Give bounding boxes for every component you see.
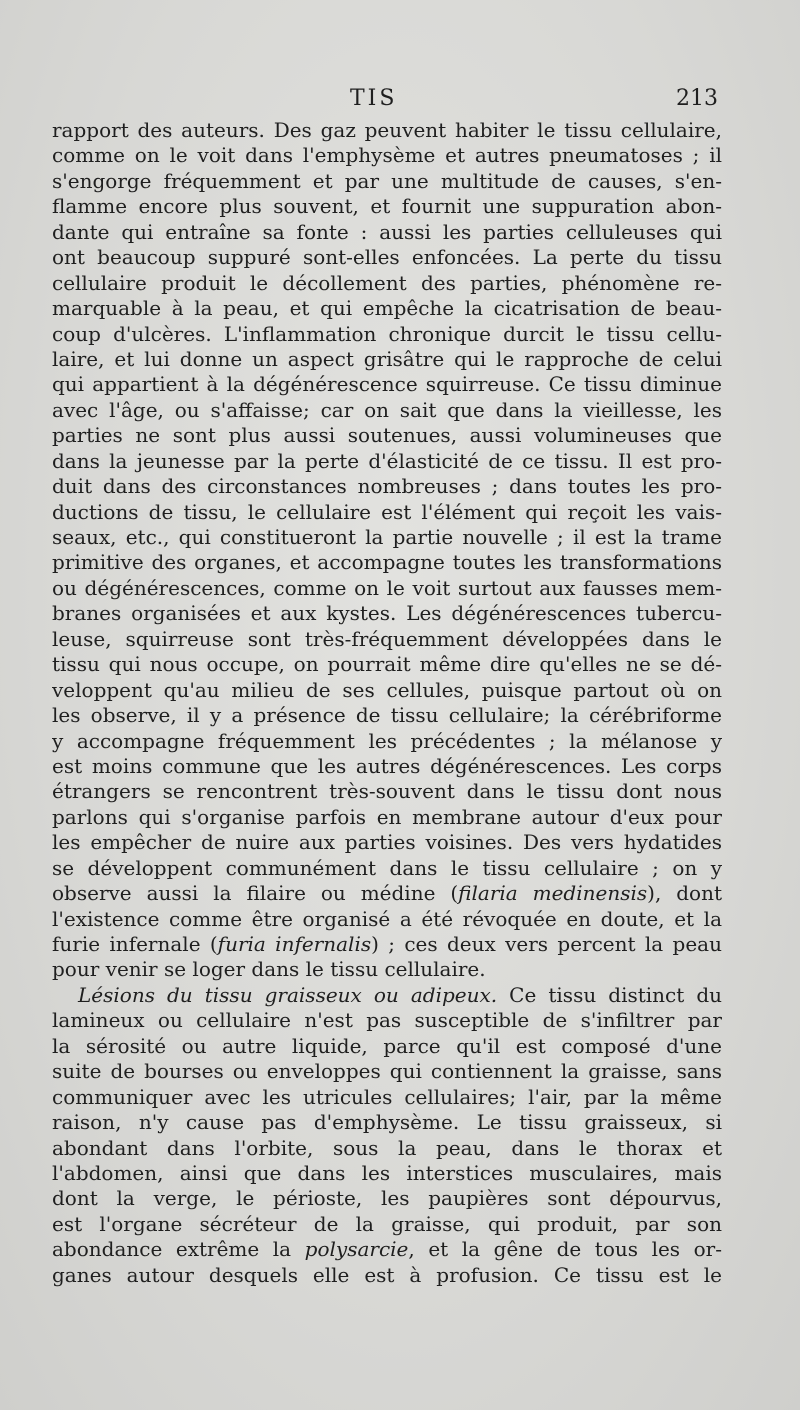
text-line: laire, et lui donne un aspect grisâtre qui le rapproche de celui bbox=[52, 346, 722, 371]
text-line: pour venir se loger dans le tissu cellulaire. bbox=[52, 957, 486, 982]
text-line: l'existence comme être organisé a été révoquée en doute, et la bbox=[52, 906, 722, 931]
running-head: TIS bbox=[350, 86, 398, 111]
section-heading-line: Lésions du tissu graisseux ou adipeux. Ce tissu distinct du bbox=[78, 982, 722, 1007]
text-line: les observe, il y a présence de tissu cellulaire; la cérébriforme bbox=[52, 703, 722, 728]
text-line: ductions de tissu, le cellulaire est l'élément qui reçoit les vais- bbox=[52, 499, 722, 524]
text-line: comme on le voit dans l'emphysème et autres pneumatoses ; il bbox=[52, 143, 722, 168]
text-line: étrangers se rencontrent très-souvent dans le tissu dont nous bbox=[52, 779, 722, 804]
body-text bbox=[52, 118, 722, 1288]
text-line: marquable à la peau, et qui empêche la cicatrisation de beau- bbox=[52, 296, 722, 321]
text-line: suite de bourses ou enveloppes qui contiennent la graisse, sans bbox=[52, 1059, 722, 1084]
text-line: dont la verge, le périoste, les paupières sont dépourvus, bbox=[52, 1186, 722, 1211]
text-line: abondance extrême la polysarcie, et la gêne de tous les or- bbox=[52, 1237, 722, 1262]
text-line: y accompagne fréquemment les précédentes ; la mélanose y bbox=[52, 728, 722, 753]
text-line: primitive des organes, et accompagne toutes les transformations bbox=[52, 550, 722, 575]
text-line: dans la jeunesse par la perte d'élasticité de ce tissu. Il est pro- bbox=[52, 448, 722, 473]
text-line: dante qui entraîne sa fonte : aussi les parties celluleuses qui bbox=[52, 219, 722, 244]
text-line: ganes autour desquels elle est à profusion. Ce tissu est le bbox=[52, 1262, 722, 1287]
text-line: est l'organe sécréteur de la graisse, qui produit, par son bbox=[52, 1211, 722, 1236]
text-line: cellulaire produit le décollement des parties, phénomène re- bbox=[52, 270, 722, 295]
text-line: abondant dans l'orbite, sous la peau, dans le thorax et bbox=[52, 1135, 722, 1160]
text-line: raison, n'y cause pas d'emphysème. Le tissu graisseux, si bbox=[52, 1110, 722, 1135]
text-line: duit dans des circonstances nombreuses ; dans toutes les pro- bbox=[52, 474, 722, 499]
text-line: seaux, etc., qui constitueront la partie nouvelle ; il est la trame bbox=[52, 525, 722, 549]
text-line: communiquer avec les utricules cellulaires; l'air, par la même bbox=[52, 1084, 722, 1109]
text-line: se développent communément dans le tissu cellulaire ; on y bbox=[52, 855, 722, 880]
text-line: ou dégénérescences, comme on le voit surtout aux fausses mem- bbox=[52, 575, 722, 600]
text-line: branes organisées et aux kystes. Les dégénérescences tubercu- bbox=[52, 601, 722, 626]
text-line: coup d'ulcères. L'inflammation chronique durcit le tissu cellu- bbox=[52, 321, 722, 346]
text-line: furie infernale (furia infernalis) ; ces deux vers percent la peau bbox=[52, 932, 722, 956]
text-line: parlons qui s'organise parfois en membrane autour d'eux pour bbox=[52, 804, 722, 829]
text-line: avec l'âge, ou s'affaisse; car on sait que dans la vieillesse, les bbox=[52, 397, 722, 422]
page-header bbox=[0, 86, 800, 116]
page-number: 213 bbox=[676, 86, 718, 111]
text-line: s'engorge fréquemment et par une multitude de causes, s'en- bbox=[52, 168, 722, 193]
text-line: la sérosité ou autre liquide, parce qu'il est composé d'une bbox=[52, 1033, 722, 1058]
text-line: observe aussi la filaire ou médine (filaria medinensis), dont bbox=[52, 881, 722, 906]
text-line: ont beaucoup suppuré sont-elles enfoncées. La perte du tissu bbox=[52, 245, 722, 270]
text-line: tissu qui nous occupe, on pourrait même dire qu'elles ne se dé- bbox=[52, 652, 722, 677]
text-line: parties ne sont plus aussi soutenues, aussi volumineuses que bbox=[52, 423, 722, 448]
text-line: rapport des auteurs. Des gaz peuvent habiter le tissu cellulaire, bbox=[52, 118, 722, 142]
text-line: lamineux ou cellulaire n'est pas susceptible de s'infiltrer par bbox=[52, 1008, 722, 1033]
text-line: flamme encore plus souvent, et fournit une suppuration abon- bbox=[52, 194, 722, 219]
text-line: est moins commune que les autres dégénérescences. Les corps bbox=[52, 753, 722, 778]
text-line: les empêcher de nuire aux parties voisines. Des vers hydatides bbox=[52, 830, 722, 855]
text-line: l'abdomen, ainsi que dans les interstices musculaires, mais bbox=[52, 1160, 722, 1185]
text-line: qui appartient à la dégénérescence squirreuse. Ce tissu diminue bbox=[52, 372, 722, 397]
text-line: veloppent qu'au milieu de ses cellules, puisque partout où on bbox=[52, 677, 722, 702]
text-line: leuse, squirreuse sont très-fréquemment développées dans le bbox=[52, 626, 722, 651]
